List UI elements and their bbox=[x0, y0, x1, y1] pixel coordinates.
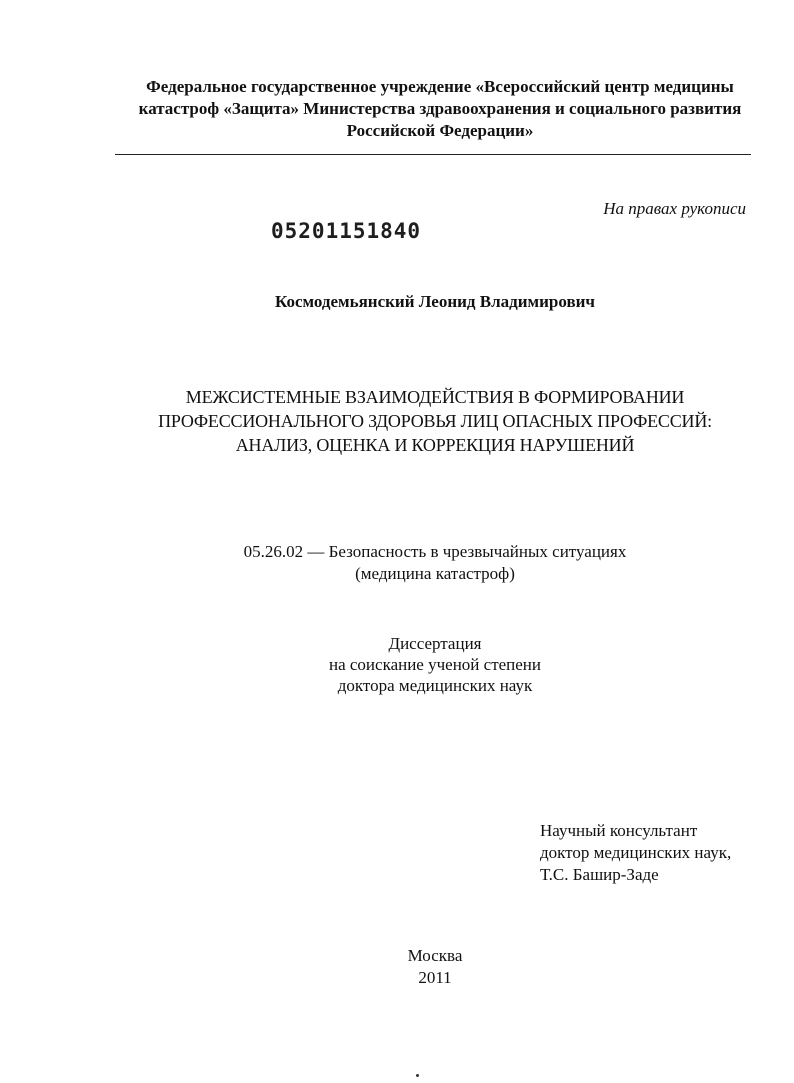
specialty bbox=[150, 541, 720, 585]
registration-number-stamp: 05201151840 bbox=[271, 219, 422, 243]
city: Москва bbox=[407, 946, 463, 965]
title-line: МЕЖСИСТЕМНЫЕ ВЗАИМОДЕЙСТВИЯ В ФОРМИРОВАНИИ bbox=[185, 387, 685, 407]
header-divider bbox=[115, 154, 751, 155]
degree-line: доктора медицинских наук bbox=[337, 676, 533, 695]
title-line: ПРОФЕССИОНАЛЬНОГО ЗДОРОВЬЯ ЛИЦ ОПАСНЫХ ПРОФЕССИЙ: bbox=[158, 411, 712, 431]
year: 2011 bbox=[418, 968, 452, 987]
degree-statement bbox=[230, 633, 640, 696]
specialty-line: (медицина катастроф) bbox=[355, 564, 515, 583]
degree-line: Диссертация bbox=[388, 634, 482, 653]
organization-line: катастроф «Защита» Министерства здравоохранения и социального развития bbox=[138, 99, 742, 118]
scientific-consultant bbox=[540, 820, 731, 886]
organization-header bbox=[110, 76, 770, 142]
consultant-line: Научный консультант bbox=[540, 821, 698, 840]
scan-speck bbox=[416, 1074, 419, 1077]
specialty-line: 05.26.02 — Безопасность в чрезвычайных ситуациях bbox=[243, 542, 627, 561]
organization-line: Федеральное государственное учреждение «Всероссийский центр медицины bbox=[146, 77, 734, 96]
dissertation-title bbox=[100, 385, 770, 457]
manuscript-note: На правах рукописи bbox=[603, 199, 746, 218]
title-line: АНАЛИЗ, ОЦЕНКА И КОРРЕКЦИЯ НАРУШЕНИЙ bbox=[235, 435, 635, 455]
place-and-year bbox=[335, 945, 535, 989]
author-name: Космодемьянский Леонид Владимирович bbox=[274, 292, 596, 311]
consultant-line: Т.С. Башир-Заде bbox=[540, 865, 659, 884]
degree-line: на соискание ученой степени bbox=[328, 655, 542, 674]
organization-line: Российской Федерации» bbox=[346, 121, 534, 140]
consultant-line: доктор медицинских наук, bbox=[540, 843, 732, 862]
